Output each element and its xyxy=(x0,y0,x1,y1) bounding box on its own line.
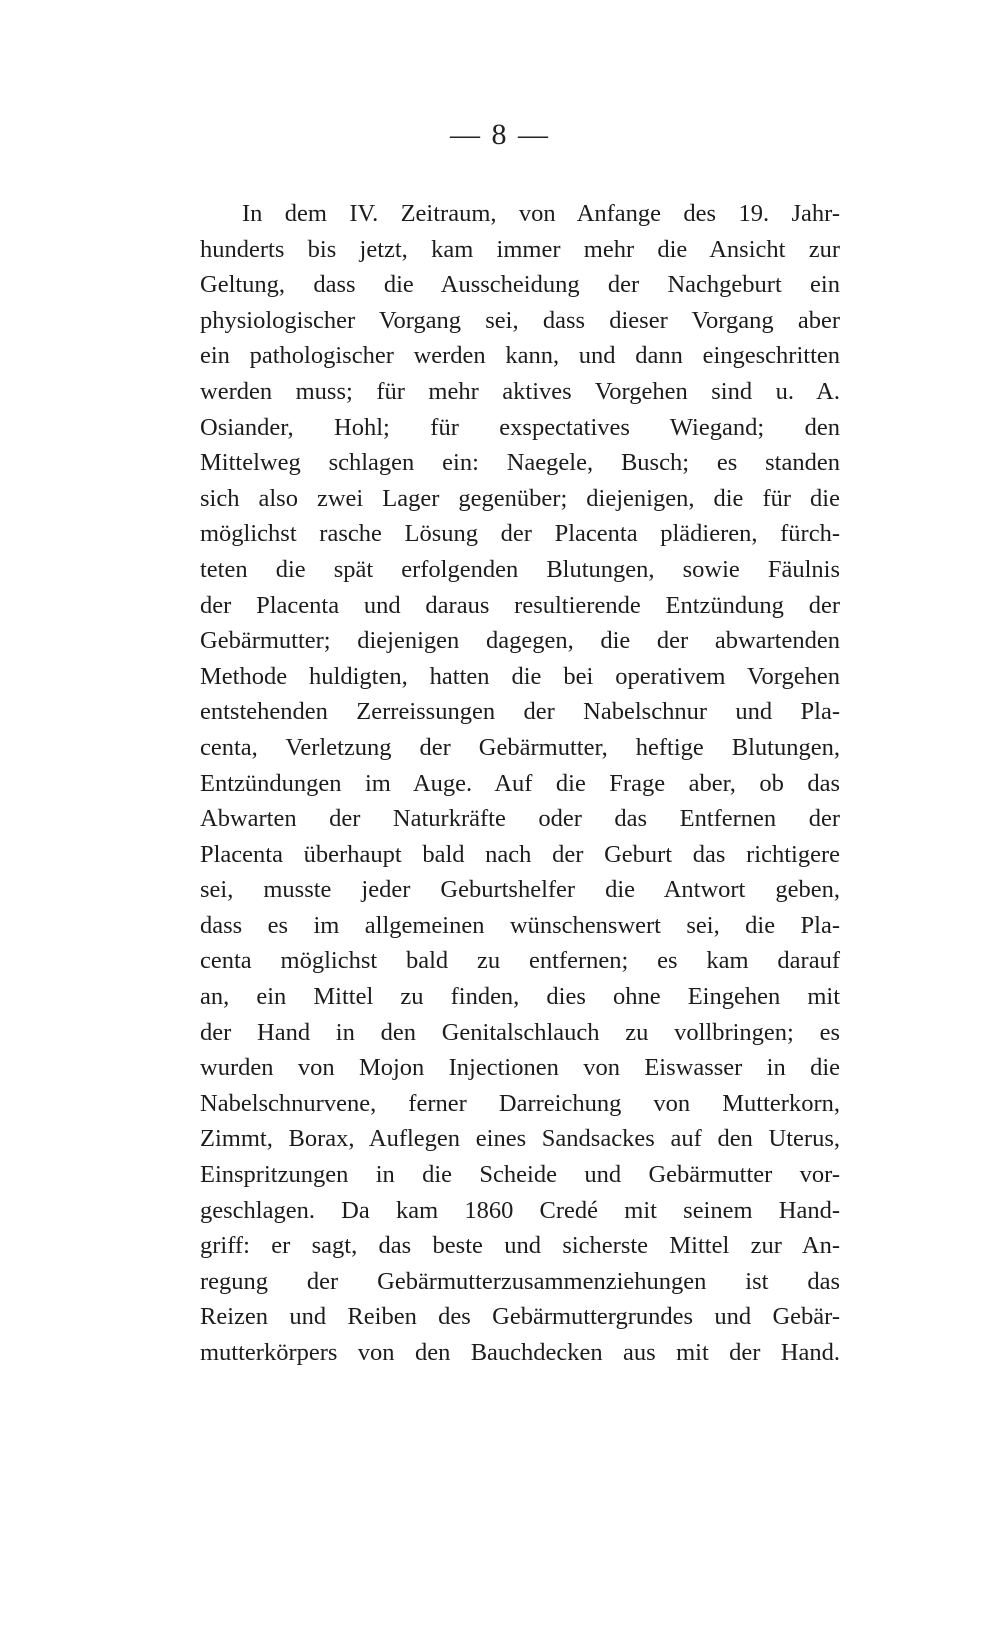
text-line: Gebärmutter; diejenigen dagegen, die der abwartenden xyxy=(200,627,840,655)
text-line: Einspritzungen in die Scheide und Gebärmutter vor- xyxy=(200,1161,840,1189)
text-line: Methode huldigten, hatten die bei operativem Vorgehen xyxy=(200,662,840,690)
text-line: sich also zwei Lager gegenüber; diejenigen, die für die xyxy=(200,484,840,512)
text-line: ein pathologischer werden kann, und dann eingeschritten xyxy=(200,342,840,370)
text-line: Mittelweg schlagen ein: Naegele, Busch; es standen xyxy=(200,449,840,477)
text-line: physiologischer Vorgang sei, dass dieser Vorgang aber xyxy=(200,306,840,334)
text-line: Zimmt, Borax, Auflegen eines Sandsackes auf den Uterus, xyxy=(200,1125,840,1153)
page-number: — 8 — xyxy=(450,118,550,151)
text-line: werden muss; für mehr aktives Vorgehen sind u. A. xyxy=(200,377,840,405)
text-line: regung der Gebärmutterzusammenziehungen ist das xyxy=(200,1267,840,1295)
text-line: an, ein Mittel zu finden, dies ohne Eingehen mit xyxy=(200,983,840,1011)
text-line: teten die spät erfolgenden Blutungen, sowie Fäulnis xyxy=(200,555,840,583)
text-line: hunderts bis jetzt, kam immer mehr die Ansicht zur xyxy=(200,235,840,263)
body-text xyxy=(200,196,840,1371)
text-line: Reizen und Reiben des Gebärmuttergrundes und Gebär- xyxy=(200,1303,840,1331)
text-line: Geltung, dass die Ausscheidung der Nachgeburt ein xyxy=(200,271,840,299)
text-line: sei, musste jeder Geburtshelfer die Antwort geben, xyxy=(200,876,840,904)
text-line: geschlagen. Da kam 1860 Credé mit seinem Hand- xyxy=(200,1196,840,1224)
text-line: Nabelschnurvene, ferner Darreichung von Mutterkorn, xyxy=(200,1089,840,1117)
text-line: Placenta überhaupt bald nach der Geburt das richtigere xyxy=(200,840,840,868)
text-line: griff: er sagt, das beste und sicherste Mittel zur An- xyxy=(200,1232,840,1260)
text-line: centa, Verletzung der Gebärmutter, heftige Blutungen, xyxy=(200,733,840,761)
text-line: wurden von Mojon Injectionen von Eiswasser in die xyxy=(200,1054,840,1082)
text-line: In dem IV. Zeitraum, von Anfange des 19. Jahr- xyxy=(242,200,840,227)
text-line: der Hand in den Genitalschlauch zu vollbringen; es xyxy=(200,1018,840,1046)
text-line: möglichst rasche Lösung der Placenta plädieren, fürch- xyxy=(200,520,840,548)
text-line: entstehenden Zerreissungen der Nabelschnur und Pla- xyxy=(200,698,840,726)
text-line: Abwarten der Naturkräfte oder das Entfernen der xyxy=(200,805,840,833)
text-line: der Placenta und daraus resultierende Entzündung der xyxy=(200,591,840,619)
text-line: Entzündungen im Auge. Auf die Frage aber, ob das xyxy=(200,769,840,797)
text-line: mutterkörpers von den Bauchdecken aus mit der Hand. xyxy=(200,1339,840,1366)
text-line: Osiander, Hohl; für exspectatives Wiegand; den xyxy=(200,413,840,441)
text-line: centa möglichst bald zu entfernen; es kam darauf xyxy=(200,947,840,975)
text-line: dass es im allgemeinen wünschenswert sei, die Pla- xyxy=(200,911,840,939)
